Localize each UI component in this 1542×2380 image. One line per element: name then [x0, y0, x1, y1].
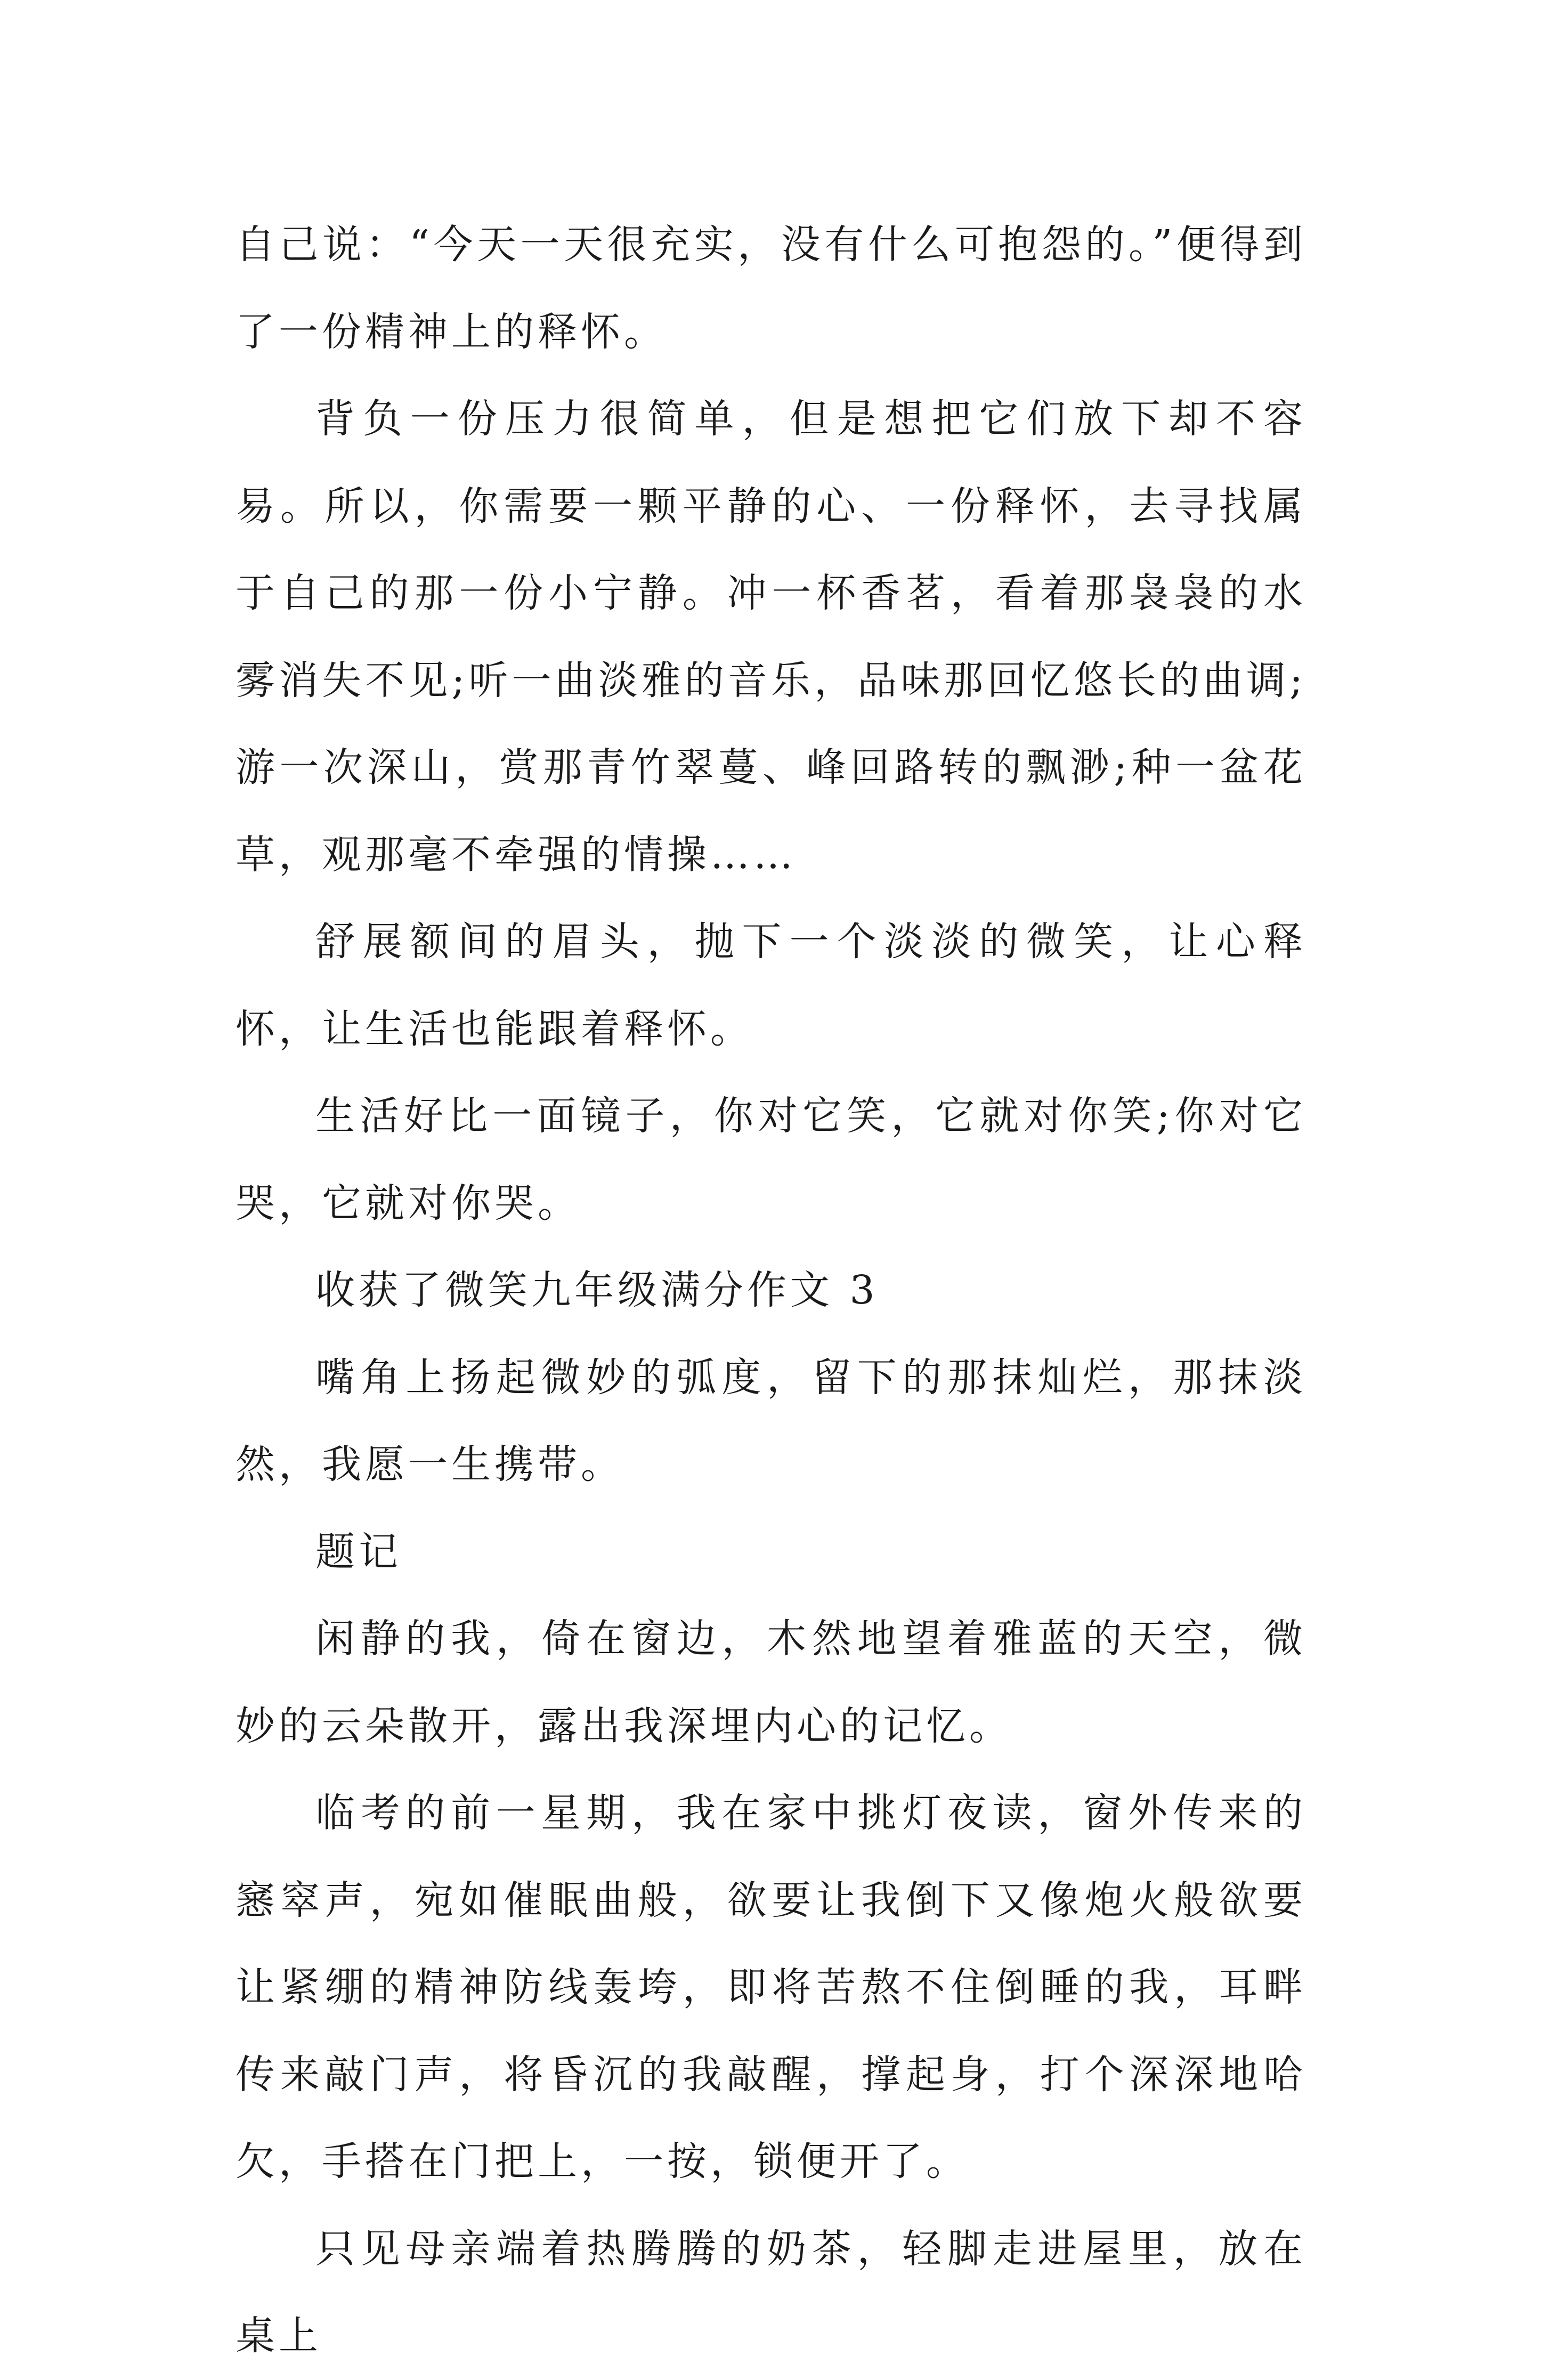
paragraph-5: 嘴角上扬起微妙的弧度，留下的那抹灿烂，那抹淡然，我愿一生携带。 [236, 1354, 1306, 1487]
paragraph-1: 自己说：“今天一天很充实，没有什么可抱怨的。”便得到了一份精神上的释怀。 [236, 222, 1306, 355]
paragraph-7: 临考的前一星期，我在家中挑灯夜读，窗外传来的窸窣声，宛如催眠曲般，欲要让我倒下又像炮火般欲要让紧绷的精神防线轰垮，即将苦熬不住倒睡的我，耳畔传来敲门声，将昏沉的我敲醒，撑起身，打个深深地哈欠，手搭在门把上，一按，锁便开了。 [236, 1790, 1306, 2184]
paragraph-2: 背负一份压力很简单，但是想把它们放下却不容易。所以，你需要一颗平静的心、一份释怀，去寻找属于自己的那一份小宁静。冲一杯香茗，看着那袅袅的水雾消失不见;听一曲淡雅的音乐，品味那回忆悠长的曲调;游一次深山，赏那青竹翠蔓、峰回路转的飘渺;种一盆花草，观那毫不牵强的情操…… [236, 396, 1306, 878]
paragraph-6: 闲静的我，倚在窗边，木然地望着雅蓝的天空，微妙的云朵散开，露出我深埋内心的记忆。 [236, 1616, 1306, 1749]
paragraph-8: 只见母亲端着热腾腾的奶茶，轻脚走进屋里，放在桌上 [236, 2225, 1306, 2359]
epigraph-label: 题记 [315, 1528, 402, 1575]
essay-body [236, 201, 1306, 2380]
paragraph-4: 生活好比一面镜子，你对它笑，它就对你笑;你对它哭，它就对你哭。 [236, 1093, 1306, 1226]
paragraph-3: 舒展额间的眉头，抛下一个淡淡的微笑，让心释怀，让生活也能跟着释怀。 [236, 919, 1306, 1052]
essay-heading: 收获了微笑九年级满分作文 3 [315, 1267, 879, 1313]
